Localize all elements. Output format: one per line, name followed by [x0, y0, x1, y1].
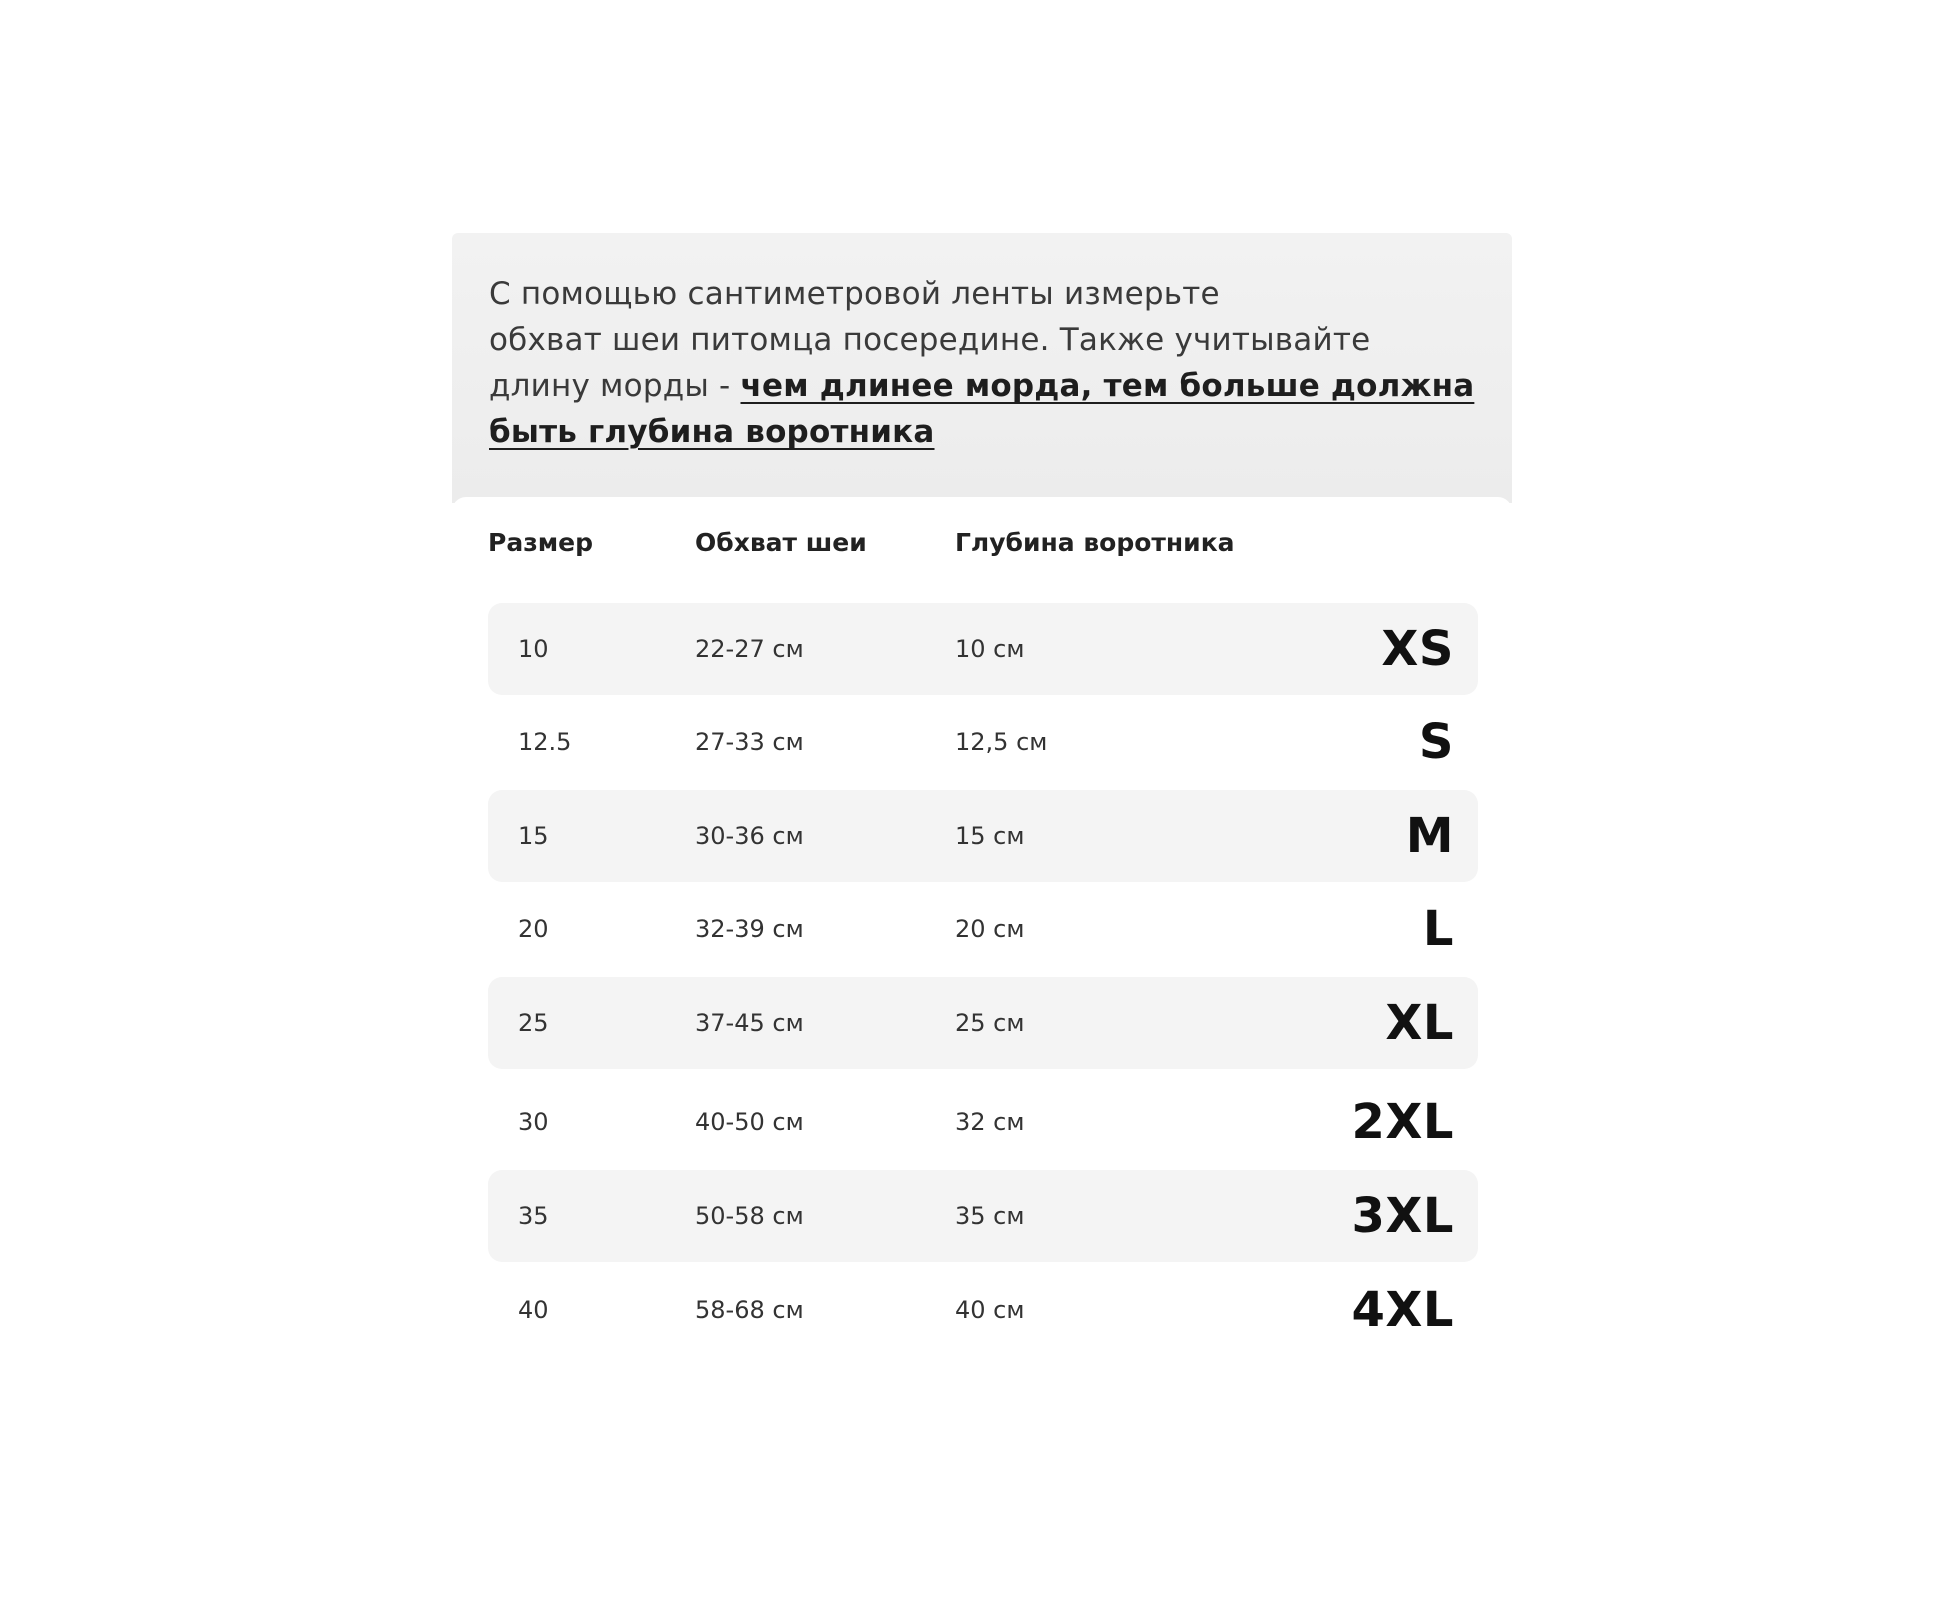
instructions-line-2: обхват шеи питомца посередине. Также учитывайте	[489, 322, 1371, 358]
cell-size: 25	[518, 1009, 549, 1037]
table-row	[488, 790, 1478, 882]
table-row	[488, 696, 1478, 788]
cell-neck-girth: 50-58 см	[695, 1202, 804, 1230]
cell-size: 15	[518, 822, 549, 850]
table-row	[488, 1170, 1478, 1262]
cell-size: 10	[518, 635, 549, 663]
size-label: S	[1418, 714, 1454, 770]
size-chart-card	[452, 233, 1512, 1373]
instructions-panel	[452, 233, 1512, 503]
cell-neck-girth: 37-45 см	[695, 1009, 804, 1037]
instructions-emphasis-1: чем длинее морда, тем больше должна	[740, 368, 1475, 404]
size-label: XL	[1385, 995, 1454, 1051]
cell-collar-depth: 25 см	[955, 1009, 1025, 1037]
table-row	[488, 603, 1478, 695]
size-label: 3XL	[1351, 1188, 1454, 1244]
size-label: M	[1405, 808, 1454, 864]
header-neck-girth: Обхват шеи	[695, 528, 867, 557]
cell-neck-girth: 22-27 см	[695, 635, 804, 663]
cell-collar-depth: 32 см	[955, 1108, 1025, 1136]
cell-collar-depth: 35 см	[955, 1202, 1025, 1230]
header-collar-depth: Глубина воротника	[955, 528, 1235, 557]
size-label: 2XL	[1351, 1094, 1454, 1150]
cell-neck-girth: 30-36 см	[695, 822, 804, 850]
cell-collar-depth: 20 см	[955, 915, 1025, 943]
header-size: Размер	[488, 528, 594, 557]
table-row	[488, 1076, 1478, 1168]
cell-neck-girth: 27-33 см	[695, 728, 804, 756]
table-row	[488, 1264, 1478, 1356]
instructions-line-3-plain: длину морды -	[489, 368, 741, 404]
instructions-line-3	[489, 363, 1489, 409]
instructions-line-1: С помощью сантиметровой ленты измерьте	[489, 276, 1220, 312]
cell-size: 40	[518, 1296, 549, 1324]
size-label: L	[1422, 901, 1454, 957]
table-row	[488, 883, 1478, 975]
instructions-emphasis-2: быть глубина воротника	[489, 414, 935, 450]
cell-size: 35	[518, 1202, 549, 1230]
cell-size: 30	[518, 1108, 549, 1136]
cell-size: 12.5	[518, 728, 572, 756]
cell-neck-girth: 40-50 см	[695, 1108, 804, 1136]
size-label: XS	[1381, 621, 1454, 677]
table-row	[488, 977, 1478, 1069]
cell-collar-depth: 10 см	[955, 635, 1025, 663]
instructions-line-4	[489, 409, 1489, 455]
cell-collar-depth: 40 см	[955, 1296, 1025, 1324]
instructions-text	[489, 271, 1489, 455]
cell-size: 20	[518, 915, 549, 943]
cell-neck-girth: 32-39 см	[695, 915, 804, 943]
size-label: 4XL	[1351, 1282, 1454, 1338]
cell-collar-depth: 12,5 см	[955, 728, 1048, 756]
cell-collar-depth: 15 см	[955, 822, 1025, 850]
cell-neck-girth: 58-68 см	[695, 1296, 804, 1324]
